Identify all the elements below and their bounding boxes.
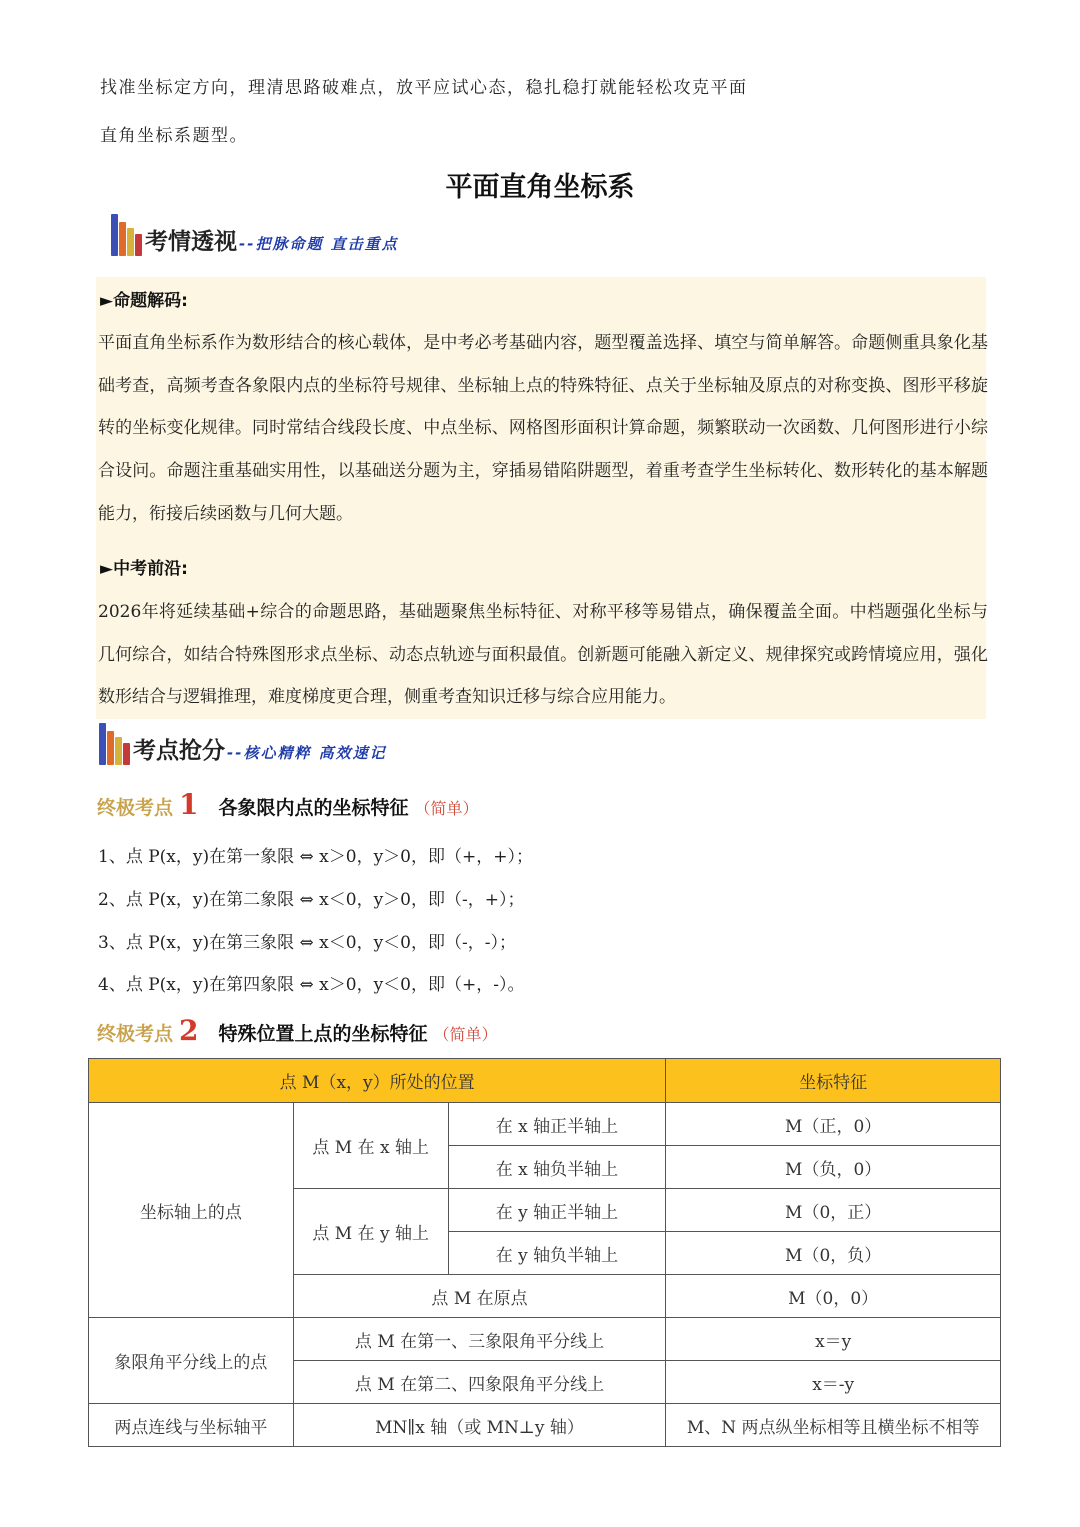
intro-line-2: 直角坐标系题型。 — [100, 126, 248, 146]
table-row — [89, 1404, 1001, 1447]
table-header-row — [89, 1059, 1001, 1103]
key-point-tag: 终极考点 — [97, 797, 174, 819]
table-cell: MN∥x 轴（或 MN⊥y 轴） — [293, 1404, 666, 1447]
table-cell-feature: x＝y — [666, 1318, 1001, 1361]
section-heading-exam-overview — [108, 214, 399, 256]
table-cell-feature: M（负，0） — [666, 1146, 1001, 1189]
exam-frontier-heading: ►中考前沿: — [100, 559, 188, 579]
table-cell-group: 象限角平分线上的点 — [89, 1318, 294, 1404]
table-cell-subgroup: 点 M 在 y 轴上 — [293, 1189, 448, 1275]
section-subtitle: --把脉命题 直击重点 — [239, 235, 399, 253]
table-cell: 在 x 轴负半轴上 — [448, 1146, 666, 1189]
books-icon — [96, 723, 132, 765]
table-cell-feature: M（0，正） — [666, 1189, 1001, 1232]
table-cell-group: 坐标轴上的点 — [89, 1103, 294, 1318]
table-header-feature: 坐标特征 — [666, 1059, 1001, 1103]
section-title: 考情透视 — [145, 229, 237, 255]
table-header-position: 点 M（x，y）所处的位置 — [89, 1059, 666, 1103]
table-cell: 点 M 在原点 — [293, 1275, 666, 1318]
key-point-2-heading — [97, 1014, 498, 1047]
table-cell: 点 M 在第一、三象限角平分线上 — [293, 1318, 666, 1361]
key-point-number: 2 — [179, 1014, 199, 1047]
table-cell-feature: x＝-y — [666, 1361, 1001, 1404]
proposition-decode-heading: ►命题解码: — [100, 291, 188, 311]
table-cell-feature: M（0，负） — [666, 1232, 1001, 1275]
key-point-1-heading — [97, 788, 479, 821]
difficulty-label: （简单） — [414, 799, 479, 818]
key-point-tag: 终极考点 — [97, 1023, 174, 1045]
table-row — [89, 1318, 1001, 1361]
section-title: 考点抢分 — [133, 738, 225, 764]
key-point-title: 各象限内点的坐标特征 — [218, 797, 409, 819]
table-cell: 在 x 轴正半轴上 — [448, 1103, 666, 1146]
table-cell-feature: M（0，0） — [666, 1275, 1001, 1318]
key-point-title: 特殊位置上点的坐标特征 — [218, 1023, 428, 1045]
difficulty-label: （简单） — [433, 1025, 498, 1044]
section-heading-key-points — [96, 723, 387, 765]
table-cell: 在 y 轴正半轴上 — [448, 1189, 666, 1232]
quadrant-rule-4: 4、点 P(x，y)在第四象限 ⇔ x＞0，y＜0，即（+，-）。 — [98, 975, 525, 995]
table-cell-feature: M（正，0） — [666, 1103, 1001, 1146]
exam-frontier-text: 2026年将延续基础+综合的命题思路，基础题聚焦坐标特征、对称平移等易错点，确保覆盖全面。中档题强化坐标与几何综合，如结合特殊图形求点坐标、动态点轨迹与面积最值。创新题可能融入新定义、规律探究或跨情境应用，强化数形结合与逻辑推理，难度梯度更合理，侧重考查知识迁移与综合应用能力。 — [98, 602, 988, 708]
section-subtitle: --核心精粹 高效速记 — [227, 744, 387, 762]
table-cell: 在 y 轴负半轴上 — [448, 1232, 666, 1275]
table-cell-feature: M、N 两点纵坐标相等且横坐标不相等 — [666, 1404, 1001, 1447]
quadrant-rule-3: 3、点 P(x，y)在第三象限 ⇔ x＜0，y＜0，即（-，-）； — [98, 933, 516, 953]
coordinate-position-table — [88, 1058, 1001, 1447]
table-cell-subgroup: 点 M 在 x 轴上 — [293, 1103, 448, 1189]
page-title: 平面直角坐标系 — [445, 172, 635, 203]
quadrant-rule-1: 1、点 P(x，y)在第一象限 ⇔ x＞0，y＞0，即（+，+）； — [98, 847, 533, 867]
table-cell-group: 两点连线与坐标轴平 — [89, 1404, 294, 1447]
key-point-number: 1 — [179, 788, 199, 821]
proposition-decode-text: 平面直角坐标系作为数形结合的核心载体，是中考必考基础内容，题型覆盖选择、填空与简单解答。命题侧重具象化基础考查，高频考查各象限内点的坐标符号规律、坐标轴上点的特殊特征、点关于坐标轴及原点的对称变换、图形平移旋转的坐标变化规律。同时常结合线段长度、中点坐标、网格图形面积计算命题，频繁联动一次函数、几何图形进行小综合设问。命题注重基础实用性，以基础送分题为主，穿插易错陷阱题型，着重考查学生坐标转化、数形转化的基本解题能力，衔接后续函数与几何大题。 — [98, 333, 988, 524]
books-icon — [108, 214, 144, 256]
quadrant-rule-2: 2、点 P(x，y)在第二象限 ⇔ x＜0，y＞0，即（-，+）； — [98, 890, 525, 910]
table-row — [89, 1103, 1001, 1146]
intro-line-1: 找准坐标定方向，理清思路破难点，放平应试心态，稳扎稳打就能轻松攻克平面 — [100, 78, 748, 98]
table-cell: 点 M 在第二、四象限角平分线上 — [293, 1361, 666, 1404]
